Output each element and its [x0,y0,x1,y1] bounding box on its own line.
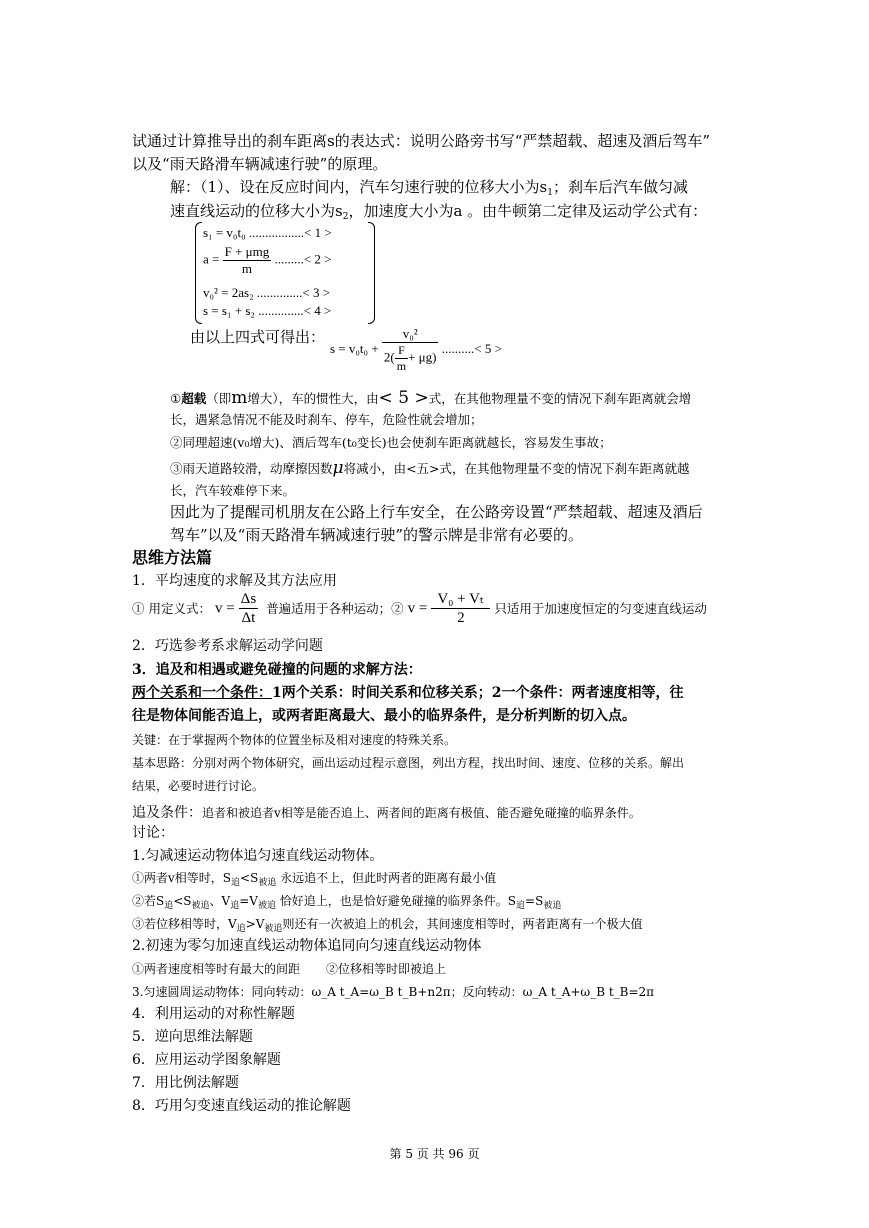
discuss-1-c: ③若位移相等时，$V_追>V_{被追}$则还有一次被追上的机会，其间速度相等时，两者距离有一个极大值 [132,917,643,934]
item-6: 6．应用运动学图象解题 [132,1052,281,1068]
note-3-line-1: ③雨天道路较滑，动摩擦因数μ将减小，由<五>式，在其他物理量不变的情况下刹车距离就越 [170,458,690,478]
equation-2: a = $\frac{\text{F + μmg}}{m}$ .........< 2 > [203,244,332,276]
item-7: 7．用比例法解题 [132,1075,239,1091]
conclusion-line-1: 因此为了提醒司机朋友在公路上行车安全，在公路旁设置“严禁超载、超速及酒后 [170,503,703,521]
key-line: 关键：在于掌握两个物体的位置坐标及相对速度的特殊关系。 [132,733,457,747]
equation-brace-right [368,222,375,324]
note-3-line-2: 长，汽车较难停下来。 [170,483,296,498]
conclusion-line-2: 驾车”以及“雨天路滑车辆减速行驶”的警示牌是非常有必要的。 [170,526,584,544]
note-2: ②同理超速(v₀增大)、酒后驾车(t₀变长)也会使刹车距离就越长，容易发生事故； [170,435,612,450]
note-1-line-2: 长，遇紧急情况不能及时刹车、停车，危险性就会增加； [170,412,483,427]
derive-label: 由以上四式可得出： [190,328,326,346]
condition-line: 追及条件：追者和被追者v相等是能否追上、两者间的距离有极值、能否避免碰撞的临界条件。 [132,805,641,821]
item-3: 3．追及和相遇或避免碰撞的问题的求解方法： [132,662,422,678]
item-4: 4．利用运动的对称性解题 [132,1006,295,1022]
item-8: 8．巧用匀变速直线运动的推论解题 [132,1098,351,1114]
item-3-para-2: 往是物体间能否追上，或两者距离最大、最小的临界条件，是分析判断的切入点。 [132,708,636,724]
section-title: 思维方法篇 [132,548,213,567]
discuss-3: 3.匀速圆周运动物体：同向转动：ω_A t_A=ω_B t_B+n2π；反向转动：ω_A t_A+ω_B t_B=2π [132,985,655,999]
equation-3: v₀² = 2as₂ ..............< 3 > [203,285,331,300]
equation-5: s = v₀t₀ + v₀² 2( $\frac{F}{m}$ + μg) ..........< 5 > [330,326,502,373]
note-1-line-1: ①超载（即m增大），车的惯性大，由< 5 >式，在其他物理量不变的情况下刹车距离就会增 [170,388,692,408]
equation-4: s = s₁ + s₂ ..............< 4 > [203,303,332,318]
discuss-2-points: ①两者速度相等时有最大的间距 ②位移相等时即被追上 [132,962,447,976]
discuss-1: 1.匀减速运动物体追匀速直线运动物体。 [132,848,384,864]
solution-line-1: 解：（1）、设在反应时间内，汽车匀速行驶的位移大小为$s_1$；刹车后汽车做匀减 [170,178,688,198]
discuss-1-a: ①两者v相等时，$S_追<S_{被追}$ 永远追不上，但此时两者的距离有最小值 [132,871,497,888]
item-1: 1．平均速度的求解及其方法应用 [132,573,337,589]
item-3-para-1: 两个关系和一个条件：1两个关系：时间关系和位移关系；2一个条件：两者速度相等，往 [132,685,684,701]
intro-line-1: 试通过计算推导出的刹车距离s的表达式：说明公路旁书写“严禁超载、超速及酒后驾车” [132,132,711,150]
item-5: 5．逆向思维法解题 [132,1029,253,1045]
basic-line-1: 基本思路：分别对两个物体研究，画出运动过程示意图，列出方程，找出时间、速度、位移的关系。解出 [132,756,685,770]
solution-line-2: 速直线运动的位移大小为$s_2$，加速度大小为a 。由牛顿第二定律及运动学公式有： [170,202,708,222]
intro-line-2: 以及“雨天路滑车辆减速行驶”的原理。 [132,155,388,173]
discuss-label: 讨论： [132,825,174,841]
item-2: 2．巧选参考系求解运动学问题 [132,638,323,654]
discuss-1-b: ②若$S_追<S_{被追}$、$V_追=V_{被追}$ 恰好追上，也是恰好避免碰撞的临界条件。$S_追=S_{被追}$ [132,894,562,911]
discuss-2: 2.初速为零匀加速直线运动物体追同向匀速直线运动物体 [132,938,482,954]
item-1-formulas: ① 用定义式： v = $\frac{\Delta s}{\Delta t}$ 普遍适用于各种运动；② v = $\frac{\text{V₀ + Vₜ}}{2}$ 只适用于加速度恒定的匀变速直线运动 [132,591,707,626]
page-footer: 第 5 页 共 96 页 [389,1147,480,1161]
equation-brace-left [195,222,202,324]
basic-line-2: 结果，必要时进行讨论。 [132,779,265,793]
equation-1: s₁ = v₀t₀ .................< 1 > [203,225,332,240]
